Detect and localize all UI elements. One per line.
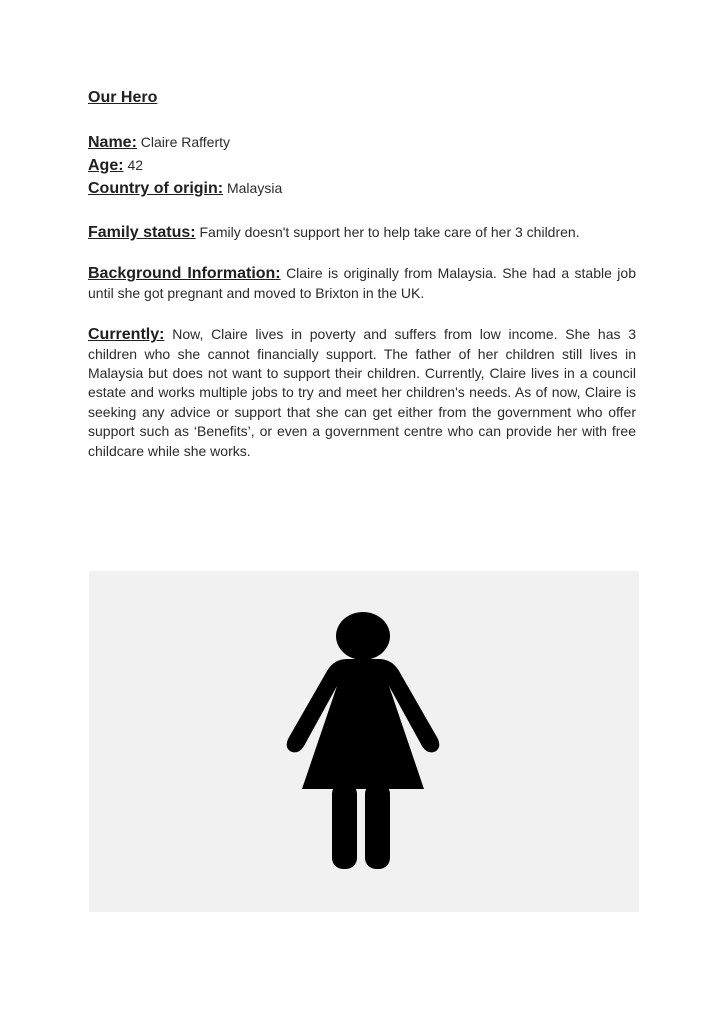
family-status-paragraph: [88, 223, 636, 242]
document-body: [88, 88, 636, 475]
pictogram-left-leg: [332, 783, 357, 869]
age-value: 42: [127, 157, 144, 173]
currently-value: Now, Claire lives in poverty and suffers from low income. She has 3 children who she cannot financially support. The father of her children still lives in Malaysia but does not want to support their children. Currently, Claire lives in a council estate and works multiple jobs to try and meet her children's needs. As of now, Claire is seeking any advice or support that she can get either from the government who offer support such as ‘Benefits’, or even a government centre who can provide her with free childcare while she works.: [88, 326, 637, 459]
pictogram-right-leg: [365, 783, 390, 869]
name-value: Claire Rafferty: [140, 134, 231, 150]
background-value: Claire is originally from Malaysia. She had a stable job until she got pregnant and moved to Brixton in the UK.: [88, 265, 636, 301]
age-line: [88, 154, 636, 177]
country-value: Malaysia: [226, 180, 283, 196]
pictogram-body: [287, 659, 440, 789]
page-title: Our Hero: [88, 89, 158, 106]
country-label: Country of origin:: [88, 180, 224, 197]
age-label: Age:: [88, 157, 124, 174]
currently-label: Currently:: [88, 326, 165, 344]
background-paragraph: [88, 264, 636, 303]
name-label: Name:: [88, 134, 137, 151]
pictogram-head: [336, 612, 390, 660]
background-label: Background Information:: [88, 265, 281, 283]
family-status-value: Family doesn't support her to help take care of her 3 children.: [199, 224, 580, 240]
woman-figure-image: [89, 571, 639, 912]
family-status-label: Family status:: [88, 224, 196, 241]
country-line: [88, 177, 636, 200]
woman-pictogram-icon: [89, 571, 639, 912]
currently-paragraph: [88, 325, 636, 461]
name-line: [88, 131, 636, 154]
